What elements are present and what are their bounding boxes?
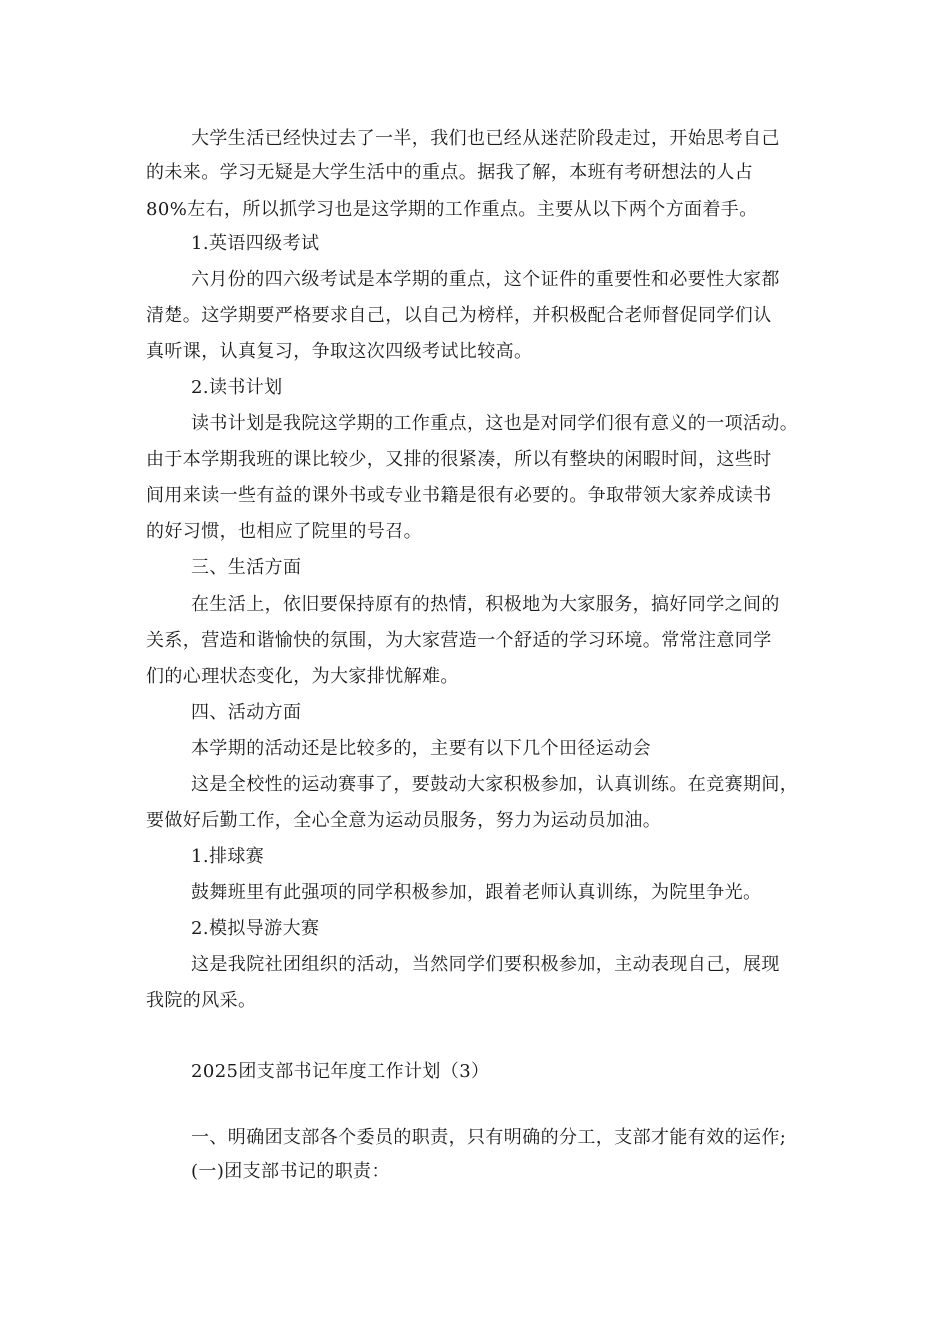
paragraph-line: 鼓舞班里有此强项的同学积极参加，跟着老师认真训练，为院里争光。 [191, 882, 762, 903]
section-heading: 四、活动方面 [191, 702, 302, 723]
section-heading: 1.排球赛 [191, 846, 265, 867]
paragraph-line: 间用来读一些有益的课外书或专业书籍是很有必要的。争取带领大家养成读书 [146, 485, 772, 506]
paragraph-line: 的未来。学习无疑是大学生活中的重点。据我了解，本班有考研想法的人占 [146, 162, 754, 183]
paragraph-line: 大学生活已经快过去了一半，我们也已经从迷茫阶段走过，开始思考自己 [191, 128, 780, 149]
section-heading: 1.英语四级考试 [191, 233, 320, 254]
section-heading: (一)团支部书记的职责： [191, 1161, 390, 1182]
paragraph-line: 的好习惯，也相应了院里的号召。 [146, 521, 422, 542]
section-heading: 2.模拟导游大赛 [191, 918, 320, 939]
paragraph-line: 本学期的活动还是比较多的，主要有以下几个田径运动会 [191, 738, 651, 759]
section-heading: 2.读书计划 [191, 377, 283, 398]
paragraph-line: 真听课，认真复习，争取这次四级考试比较高。 [146, 341, 533, 362]
section-heading: 三、生活方面 [191, 557, 302, 578]
paragraph-line: 清楚。这学期要严格要求自己，以自己为榜样，并积极配合老师督促同学们认 [146, 305, 772, 326]
paragraph-line: 这是全校性的运动赛事了，要鼓动大家积极参加，认真训练。在竞赛期间， [191, 774, 799, 795]
section-heading: 一、明确团支部各个委员的职责，只有明确的分工，支部才能有效的运作; [191, 1127, 787, 1148]
document-title: 2025团支部书记年度工作计划（3） [191, 1061, 490, 1082]
paragraph-line: 们的心理状态变化，为大家排忧解难。 [146, 666, 459, 687]
paragraph-line: 由于本学期我班的课比较少，又排的很紧凑，所以有整块的闲暇时间，这些时 [146, 449, 772, 470]
paragraph-line: 我院的风采。 [146, 990, 257, 1011]
paragraph-line: 六月份的四六级考试是本学期的重点，这个证件的重要性和必要性大家都 [191, 269, 780, 290]
paragraph-line: 关系，营造和谐愉快的氛围，为大家营造一个舒适的学习环境。常常注意同学 [146, 630, 772, 651]
paragraph-line: 这是我院社团组织的活动，当然同学们要积极参加，主动表现自己，展现 [191, 954, 780, 975]
paragraph-line: 在生活上，依旧要保持原有的热情，积极地为大家服务，搞好同学之间的 [191, 594, 780, 615]
paragraph-line: 读书计划是我院这学期的工作重点，这也是对同学们很有意义的一项活动。 [191, 413, 799, 434]
paragraph-line: 80%左右，所以抓学习也是这学期的工作重点。主要从以下两个方面着手。 [146, 199, 758, 220]
paragraph-line: 要做好后勤工作，全心全意为运动员服务，努力为运动员加油。 [146, 810, 662, 831]
